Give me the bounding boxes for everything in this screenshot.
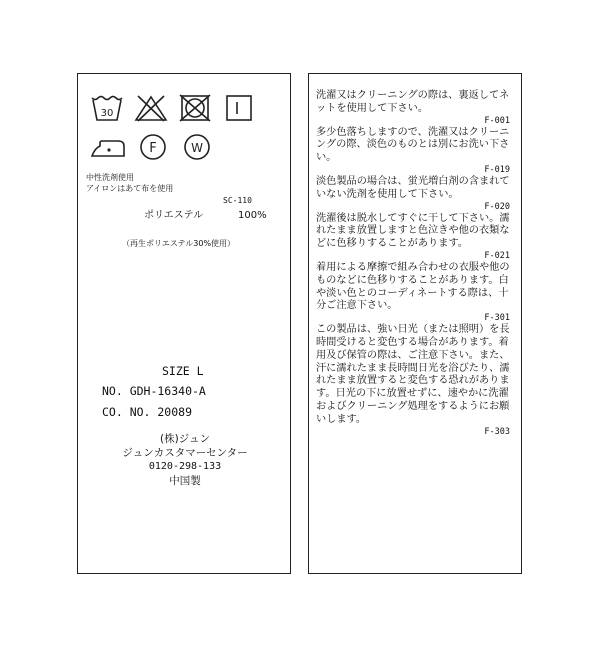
note-code: F-020	[484, 201, 510, 212]
no-tumble-dry-icon	[178, 94, 212, 122]
care-note	[316, 176, 516, 213]
care-symbols	[86, 90, 286, 170]
line-dry-shade-icon	[224, 94, 254, 122]
note-text: 淡色製品の場合は、蛍光増白剤の含まれていない洗剤を使用して下さい。	[316, 175, 510, 200]
note-text: 洗濯又はクリーニングの際は、裏返してネットを使用して下さい。	[316, 90, 510, 114]
care-note	[316, 213, 516, 262]
care-note	[316, 90, 516, 127]
care-note	[316, 127, 516, 176]
wash-temp-text: 30	[100, 108, 114, 119]
care-text-detergent: 中性洗剤使用	[86, 173, 134, 182]
country-of-origin: 中国製	[169, 475, 201, 487]
company-info	[78, 432, 292, 488]
svg-text:W: W	[191, 141, 203, 155]
fabric-name: ポリエステル	[144, 210, 204, 221]
customer-center: ジュンカスタマーセンター	[122, 447, 248, 459]
product-number: NO. GDH-16340-A	[102, 384, 206, 398]
care-note	[316, 324, 516, 437]
fabric-percent: 100%	[238, 210, 267, 221]
svg-text:F: F	[149, 141, 157, 156]
care-note	[316, 262, 516, 324]
note-code: F-301	[484, 313, 510, 324]
size-label: SIZE L	[162, 364, 204, 378]
note-code: F-001	[484, 115, 510, 126]
note-text: 着用による摩擦で組み合わせの衣服や他のものなどに色移りすることがあります。白や淡い色とのコーディネートする際は、十分ご注意下さい。	[316, 261, 510, 312]
care-label-left	[77, 73, 291, 574]
dry-clean-f-icon	[138, 132, 168, 162]
note-code: F-021	[484, 250, 510, 261]
care-code: SC-110	[223, 196, 252, 205]
wet-clean-w-icon	[182, 132, 212, 162]
note-code: F-019	[484, 164, 510, 175]
care-notes	[316, 90, 516, 438]
note-text: この製品は、強い日光（または照明）を長時間受けると変色する場合があります。着用及び保管の際は、ご注意下さい。また、汗に濡れたまま長時間日光を浴びたり、濡れたまま放置すると変色する恐れがあります。日光の下に放置せずに、速やかに洗濯およびクリーニング処理をするようにお願いします。	[316, 324, 510, 425]
care-text-iron: アイロンはあて布を使用	[86, 184, 174, 193]
company-name: (株)ジュン	[160, 433, 210, 445]
note-text: 洗濯後は脱水してすぐに干して下さい。濡れたまま放置しますと色泣きや他の衣類などに色移りすることがあります。	[316, 212, 510, 250]
iron-low-icon	[90, 136, 126, 162]
phone-number: 0120-298-133	[148, 461, 222, 472]
color-number: CO. NO. 20089	[102, 405, 193, 419]
fabric-note: （再生ポリエステル30%使用）	[122, 239, 236, 248]
wash-30-icon	[90, 94, 124, 122]
no-bleach-icon	[134, 94, 168, 122]
note-code: F-303	[484, 426, 510, 437]
care-label-right	[308, 73, 522, 574]
note-text: 多少色落ちしますので、洗濯又はクリーニングの際、淡色のものとは別にお洗い下さい。	[316, 126, 510, 164]
